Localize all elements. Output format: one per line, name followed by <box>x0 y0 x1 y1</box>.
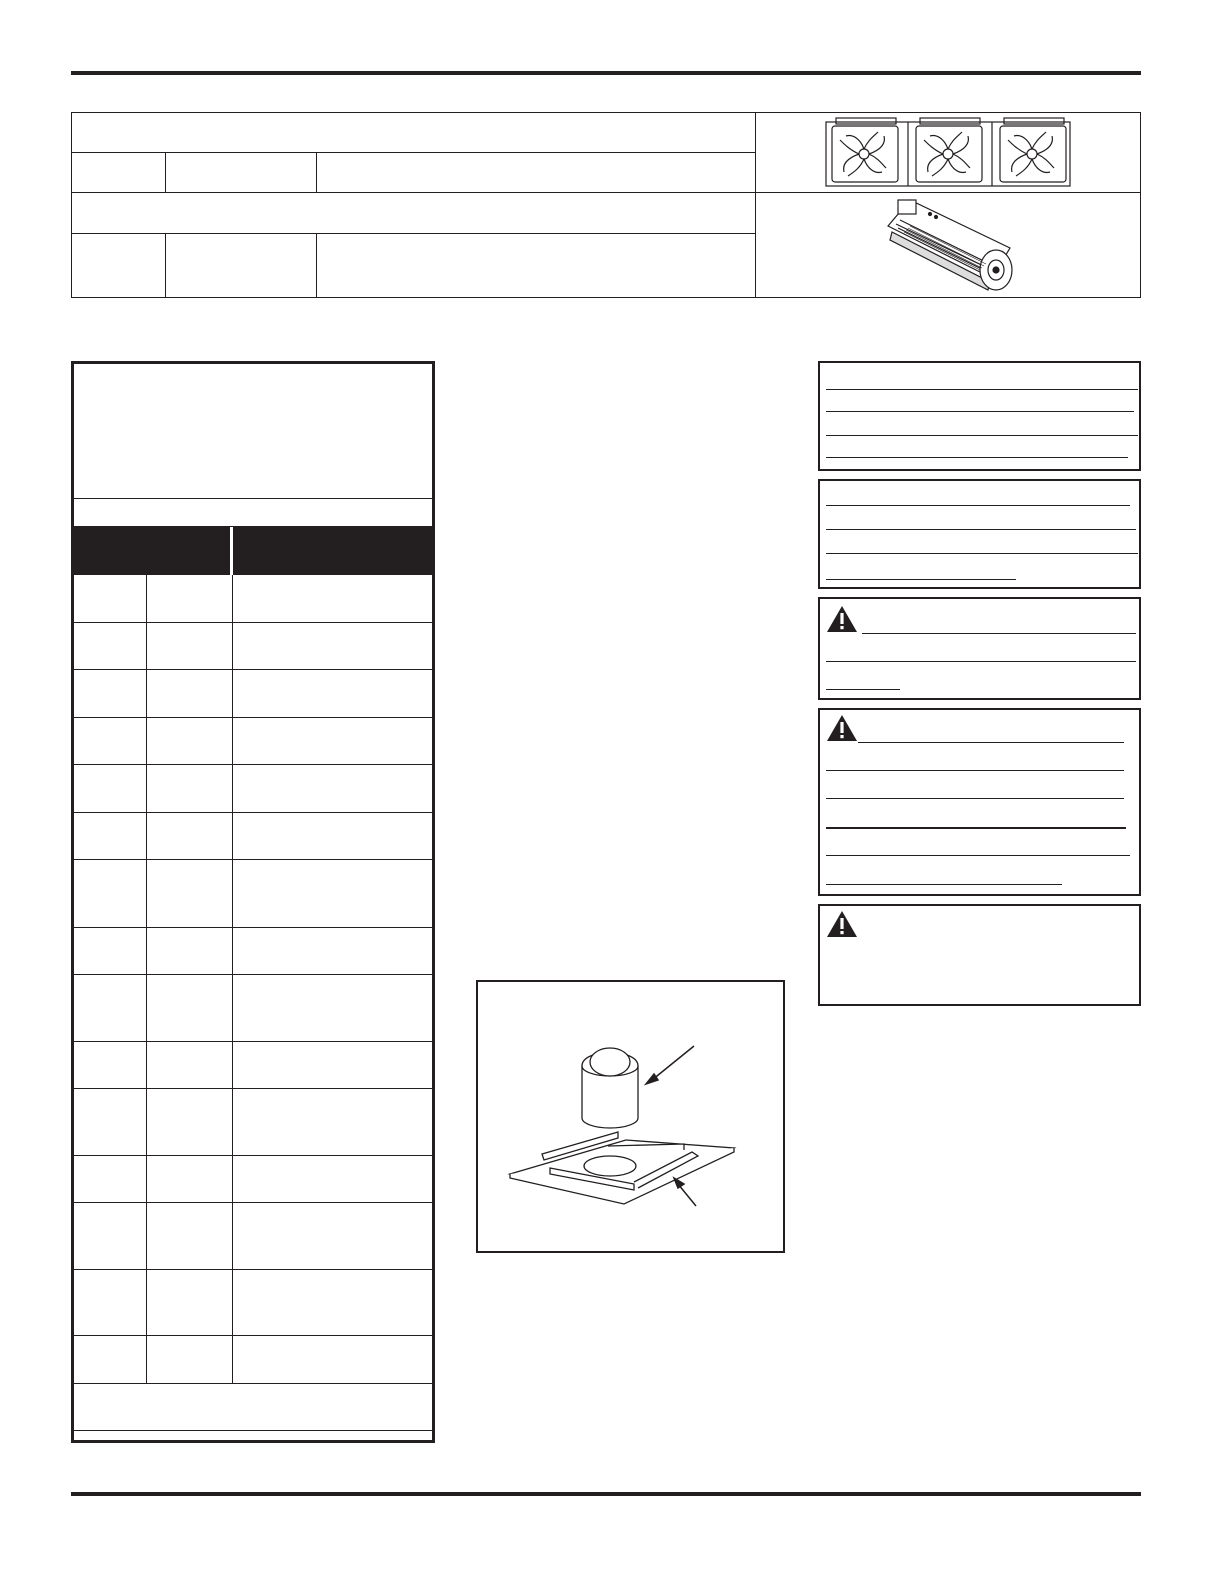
table-row <box>74 859 432 860</box>
warning-triangle-icon <box>826 910 858 938</box>
warning-triangle-icon <box>826 605 858 633</box>
figure-box <box>476 980 785 1253</box>
table-row <box>74 927 432 928</box>
warning-box-2 <box>818 708 1141 896</box>
table-row <box>74 812 432 813</box>
table-row <box>74 764 432 765</box>
table-row <box>74 1335 432 1336</box>
spec-table-column-header <box>74 527 432 575</box>
table-row <box>74 1155 432 1156</box>
table-row <box>74 717 432 718</box>
tangential-blower-icon <box>880 196 1020 294</box>
table-row <box>74 974 432 975</box>
table-row <box>74 622 432 623</box>
warning-triangle-icon <box>826 714 858 742</box>
table-row <box>74 1269 432 1270</box>
table-row <box>74 669 432 670</box>
bottom-rule <box>71 1492 1141 1496</box>
spec-table-frame <box>71 361 435 1443</box>
table-row <box>74 1383 432 1384</box>
warning-box-1 <box>818 597 1141 700</box>
warning-box-3 <box>818 904 1141 1006</box>
top-rule <box>71 71 1141 75</box>
table-row <box>74 1088 432 1089</box>
triple-blower-fan-icon <box>824 116 1072 190</box>
note-box-1 <box>818 361 1141 471</box>
note-box-2 <box>818 479 1141 589</box>
table-row <box>74 1041 432 1042</box>
table-row <box>74 1202 432 1203</box>
insulator-cup-and-plate-icon <box>498 1022 758 1222</box>
